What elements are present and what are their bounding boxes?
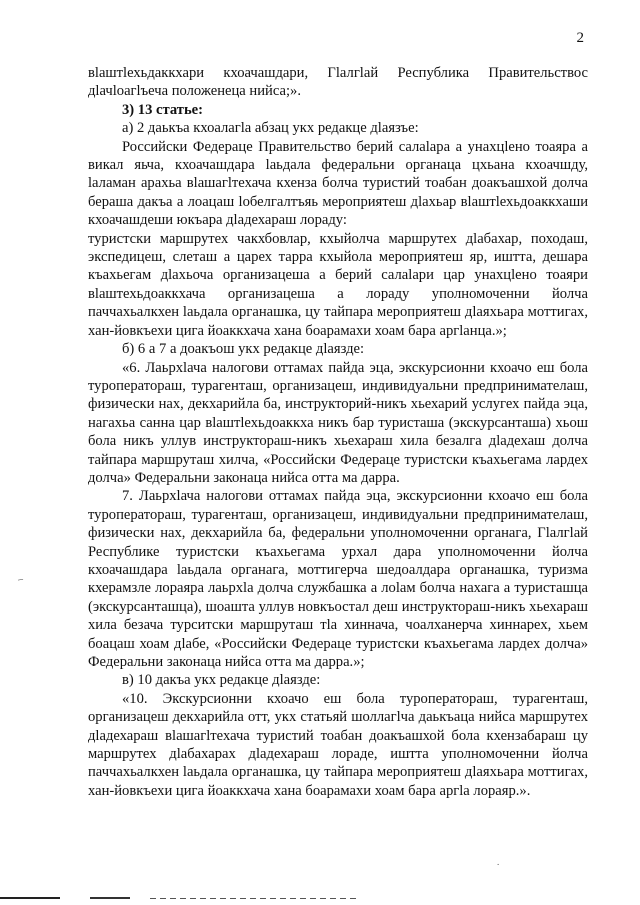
paragraph-5: туристски маршрутех чакхбовлар, кхыйолча маршрутех дlабахар, походаш, экспедицеш, слеташ а царех тарра кхыйола мероприятеш яр, иштта, дешара къахьегам дlахьоча организацеша а берий салаlари цар унахцlено тоаяри вlаштехьдоаккхача организацеша а лораду уполномоченни йолча паччахьалкхен lаьдала органашка, цу тайпара мероприятеш дlаяхьара моттигах, хан-йовкъехи цига йоаккхача хана боарамахи хоам бара аргlанца.»; [88,230,588,339]
paragraph-3: а) 2 даькъа кхоалагlа абзац укх редакце дlаязъе: [122,120,419,137]
paragraph-6: б) 6 а 7 а доакъош укх редакце дlаязде: [122,341,365,358]
section-heading-13: 3) 13 статье: [122,101,204,118]
scan-dot: . [497,857,500,867]
paragraph-4: Российски Федераце Правительство берий салаlара а унахцlено тоаяра а викал яьча, кхоачашдара lаьдала федеральни органаца цхьана кхоачшду, lаламан арахьа вlашагlтехача кхенза болча туристий тоабан доакъашхой долча бераша дакъа а лоацаш lобелгалтъяь мероприятеш дlахьар вlаштlехьдоаккхаши кхоачашдеши юкъара дlадехараш лораду: [88,138,588,229]
paragraph-9: в) 10 дакъа укх редакце дlаязде: [122,672,321,689]
footer-line-segment [90,897,130,899]
page-number: 2 [576,30,584,46]
paragraph-10: «10. Экскурсионни кхоачо еш бола туроператораш, турагенташ, организацеш декхарийла отт, укх статьяй шоллагlча даькъаца нийса маршрутех дlадехараш вlашагlтехача туристий тоабан доакъашхой бола кхензабараш цу маршрутех дlабахарах дlадехараш лораде, иштта уполномоченни йолча паччахьалкхен lаьдала органашка, цу тайпара мероприятеш дlаяхьара моттигах, хан-йовкъехи цига йоаккхача хана боарамахи хоам бара аргlа лораяр.». [88,690,588,799]
paragraph-1: вlаштlехьдаккхари кхоачашдари, Гlалгlай Республика Правительствос дlачlоагlъеча положенеца нийса;». [88,65,588,100]
scan-footer-artifact [0,885,640,905]
footer-dashed-line [150,898,360,899]
footer-line-segment [0,897,60,899]
document-body [88,64,588,800]
paragraph-7: «6. Лаьрхlача налогови оттамах пайда эца, экскурсионни кхоачо еш бола туроператораш, турагенташ, организацеш, индивидуальни предпринимателаш, физически нах, декхарийла ба, инструкторий-никъ хьехарий услугех пайда эца, нагахьа санна цар вlаштlехьдоаккха никъ бар туристаша (экскурсанташа) хьош бола никъ уллув инструктораш-никъ хьехараш хила безалга дlадехаш долча тайпара маршруташ хилча, «Российски Федераце туристски къахьегама лардех долча» Федеральни законаца нийса отта ма дарра. [88,359,588,486]
paragraph-8: 7. Лаьрхlача налогови оттамах пайда эца, экскурсионни кхоачо еш бола туроператораш, турагенташ, организацеш, индивидуальни предпринимателаш, физически нах, декхарийла ба, федеральни уполномоченни органага, Гlалгlай Республике туристски къахьегама урхал дара уполномоченни йолча кхоачашдара lаьдала органага, моттигерча шедоалдара органашка, туризма кхерамзле лораяра лаьрхlа долча службашка а лоlам болча нахага а туристашца (экскурсанташца), шоашта уллув новкъостал деш инструктораш-никъ хьехараш хила безача турситски маршруташ тlа хиннача, чоалханерча хиннарех, хьем боацаш хоам дlабе, «Российски Федераце туристски къахьегама лардех долча» Федеральни законаца нийса отта ма дарра.»; [88,488,588,670]
scan-mark: – [17,573,24,586]
